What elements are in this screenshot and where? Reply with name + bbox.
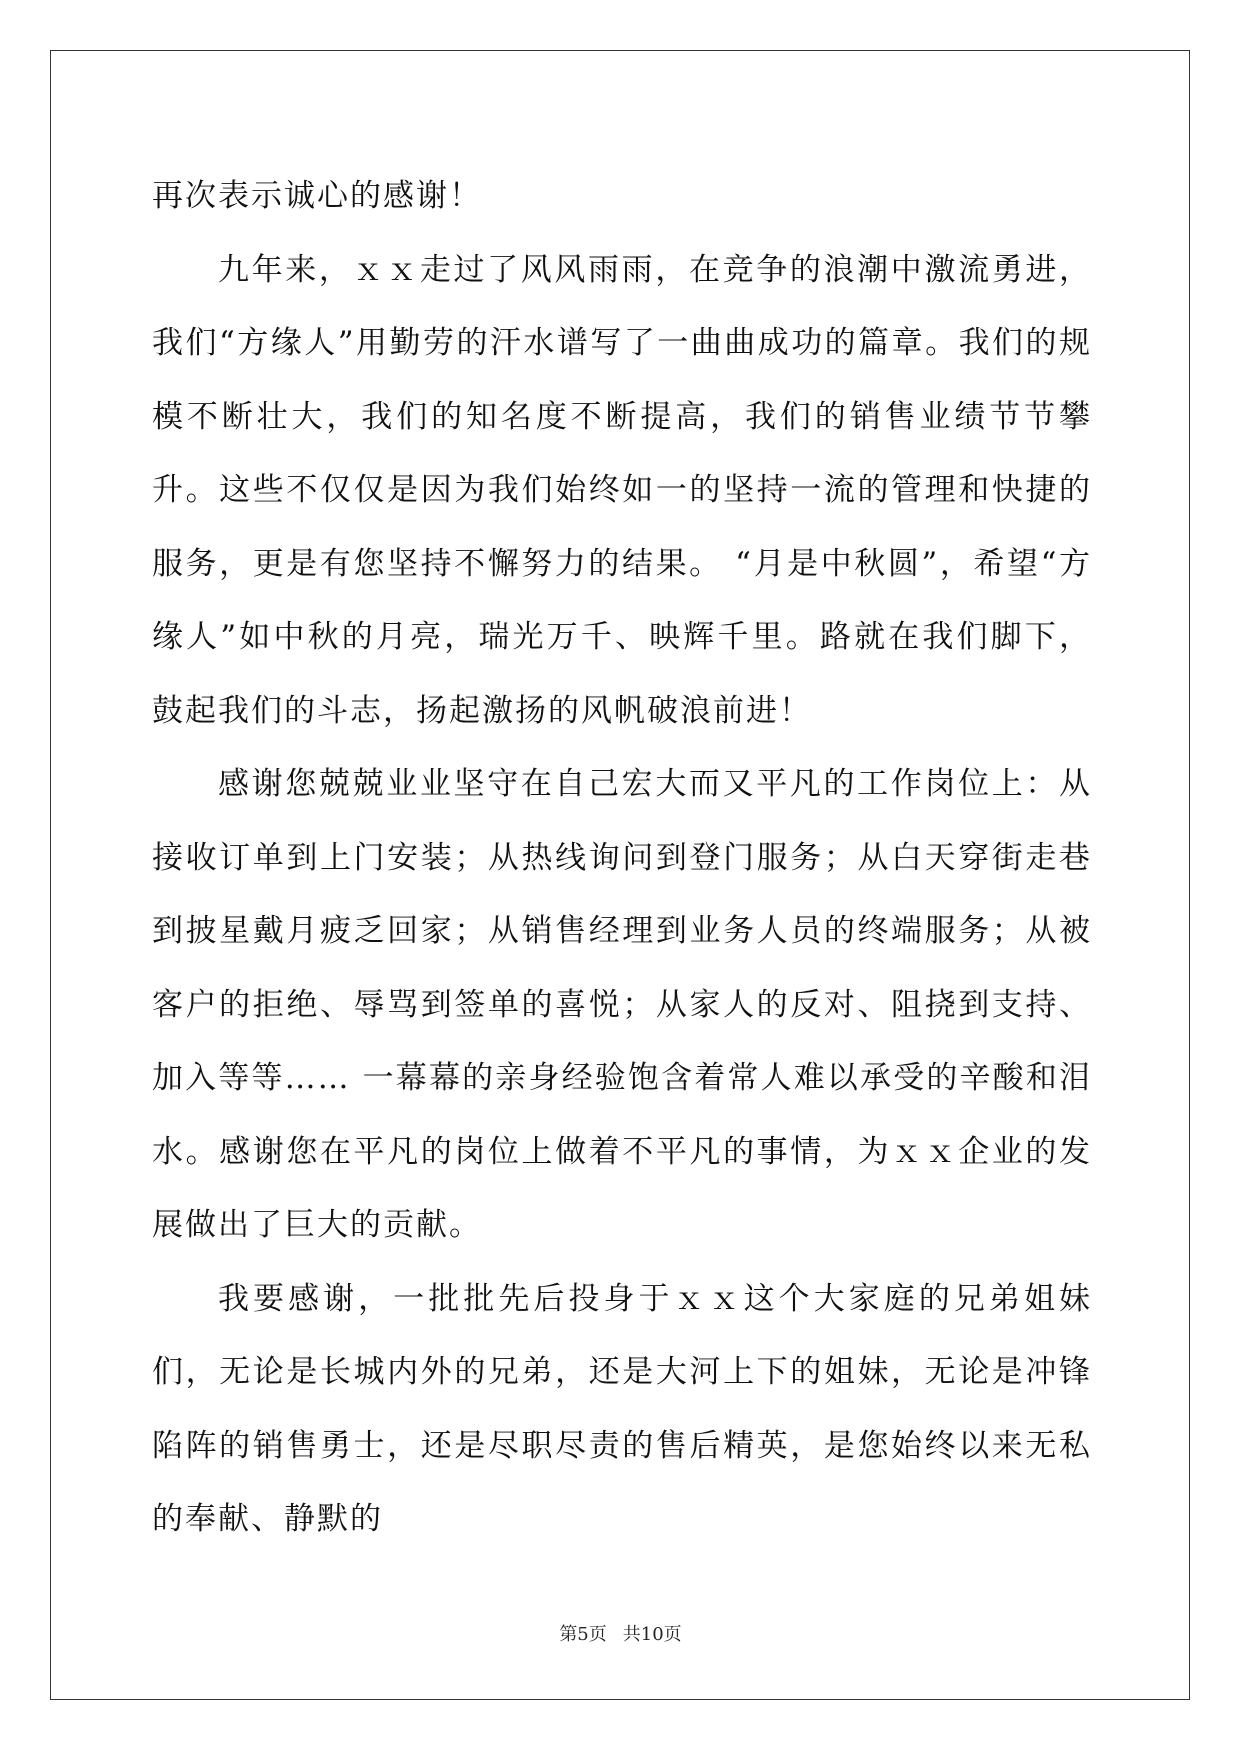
document-body	[152, 160, 1092, 1557]
page-footer	[0, 1620, 1241, 1646]
paragraph-3: 感谢您兢兢业业坚守在自己宏大而又平凡的工作岗位上：从接收订单到上门安装；从热线询问到登门服务；从白天穿街走巷到披星戴月疲乏回家；从销售经理到业务人员的终端服务；从被客户的拒绝、辱骂到签单的喜悦；从家人的反对、阻挠到支持、加入等等…… 一幕幕的亲身经验饱含着常人难以承受的辛酸和泪水。感谢您在平凡的岗位上做着不平凡的事情，为ｘｘ企业的发展做出了巨大的贡献。	[152, 766, 1092, 1243]
page-number: 第5页	[559, 1624, 607, 1645]
paragraph-2: 九年来，ｘｘ走过了风风雨雨，在竞争的浪潮中激流勇进，我们“方缘人”用勤劳的汗水谱写了一曲曲成功的篇章。我们的规模不断壮大，我们的知名度不断提高，我们的销售业绩节节攀升。这些不仅仅是因为我们始终如一的坚持一流的管理和快捷的服务，更是有您坚持不懈努力的结果。 “月是中秋圆”，希望“方缘人”如中秋的月亮，瑞光万千、映辉千里。路就在我们脚下，鼓起我们的斗志，扬起激扬的风帆破浪前进！	[152, 251, 1092, 729]
paragraph-4: 我要感谢，一批批先后投身于ｘｘ这个大家庭的兄弟姐妹们，无论是长城内外的兄弟，还是大河上下的姐妹，无论是冲锋陷阵的销售勇士，还是尽职尽责的售后精英，是您始终以来无私的奉献、静默的	[152, 1280, 1092, 1537]
page-total: 共10页	[622, 1624, 682, 1645]
paragraph-1: 再次表示诚心的感谢！	[152, 178, 482, 214]
